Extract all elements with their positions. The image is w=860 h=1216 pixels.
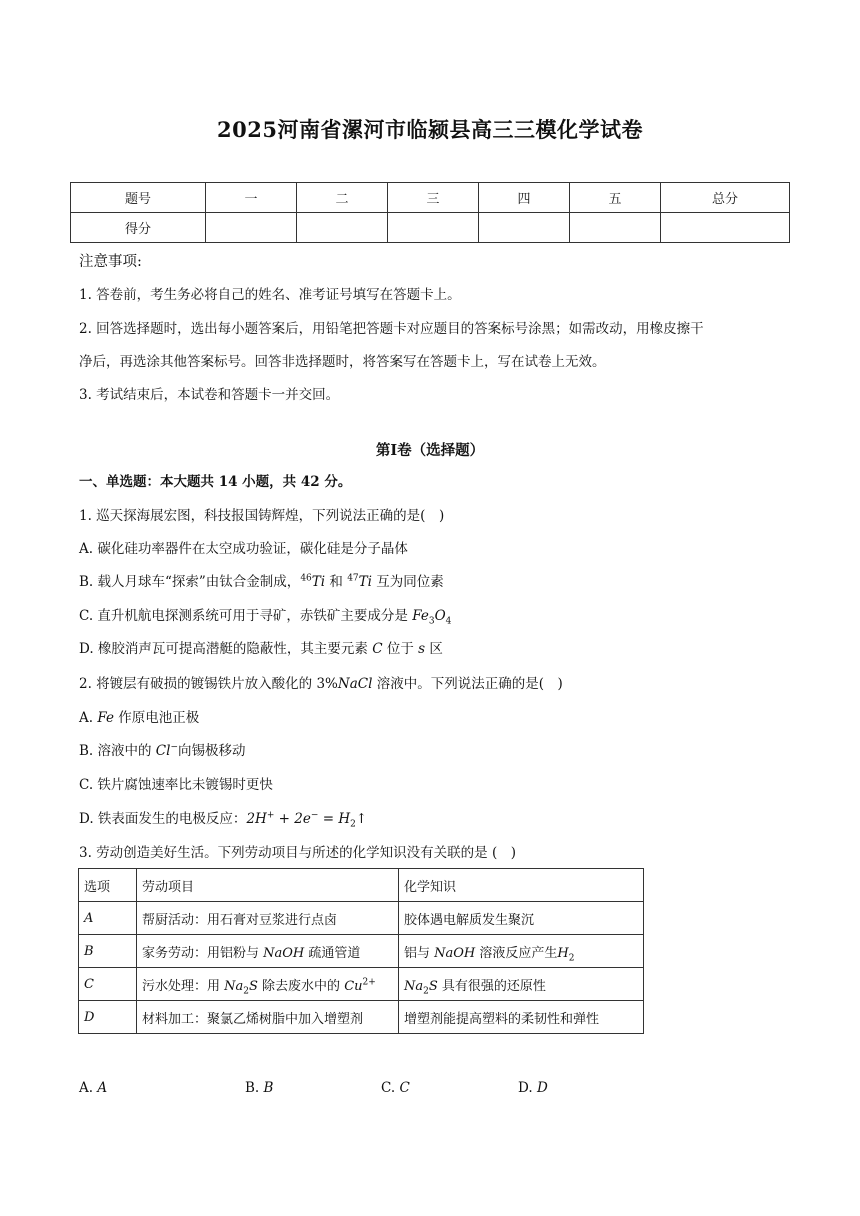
q1-c-o: O xyxy=(434,608,446,624)
score-cell-5: 五 xyxy=(570,183,661,213)
q1-d-pre: D. 橡胶消声瓦可提高潜艇的隐蔽性，其主要元素 xyxy=(79,641,373,657)
q2-a-post: 作原电池正极 xyxy=(113,710,200,726)
q3-c-item-s: S xyxy=(249,978,258,994)
q3-table-header xyxy=(79,869,644,902)
q3-row-b-item xyxy=(137,935,399,968)
q3-row-b-opt: B xyxy=(79,935,137,968)
q3-row-d-item: 材料加工：聚氯乙烯树脂中加入增塑剂 xyxy=(137,1001,399,1034)
q3-c-know-s: S xyxy=(428,978,438,994)
score-cell-4: 四 xyxy=(479,183,570,213)
q3-row-b-know xyxy=(399,935,644,968)
q1-stem: 1. 巡天探海展宏图，科技报国铸辉煌，下列说法正确的是( ) xyxy=(79,508,445,524)
q3-c-item-charge: 2+ xyxy=(362,977,376,988)
q2-a-formula: Fe xyxy=(97,710,114,726)
q1-option-b xyxy=(79,573,444,591)
q1-b-mass1: 46 xyxy=(300,573,312,584)
q3-answer-d-value: D xyxy=(536,1080,548,1096)
q2-stem-formula: NaCl xyxy=(337,676,373,692)
q3-answer-c-label: C. xyxy=(381,1080,400,1096)
q3-answer-c-value: C xyxy=(399,1080,410,1096)
q3-row-b xyxy=(79,935,644,968)
q1-d-post: 区 xyxy=(425,641,443,657)
q3-answer-d[interactable] xyxy=(518,1080,548,1096)
q3-row-d-know: 增塑剂能提高塑料的柔韧性和弹性 xyxy=(399,1001,644,1034)
page-title: 2025河南省漯河市临颍县高三三模化学试卷 xyxy=(217,117,643,142)
q3-b-know-h: H xyxy=(557,945,569,961)
q3-c-item-na: Na xyxy=(224,978,244,994)
q1-b-element2: Ti xyxy=(358,574,372,590)
q1-c-pre: C. 直升机航电探测系统可用于寻矿，赤铁矿主要成分是 xyxy=(79,608,413,624)
q1-option-a: A. 碳化硅功率器件在太空成功验证，碳化硅是分子晶体 xyxy=(79,541,408,557)
q3-c-know-post: 具有很强的还原性 xyxy=(437,978,546,994)
q3-row-c-item xyxy=(137,968,399,1001)
q2-d-gas-arrow: ↑ xyxy=(355,811,368,827)
score-table-score-row xyxy=(71,213,790,243)
q2-stem-post: 溶液中。下列说法正确的是( ) xyxy=(372,676,563,692)
q1-d-element: C xyxy=(372,641,383,657)
q3-b-know-pre: 铝与 xyxy=(404,945,435,961)
q3-row-c-know xyxy=(399,968,644,1001)
q1-d-mid: 位于 xyxy=(382,641,419,657)
q1-b-and: 和 xyxy=(325,574,348,590)
section-title: 第Ⅰ卷（选择题） xyxy=(375,442,485,459)
q2-d-plus: + xyxy=(274,811,295,827)
q1-c-fe: Fe xyxy=(412,608,429,624)
score-cell-1: 一 xyxy=(206,183,297,213)
q3-row-d-opt: D xyxy=(79,1001,137,1034)
q2-b-pre: B. 溶液中的 xyxy=(79,743,156,759)
score-cell-2: 二 xyxy=(297,183,388,213)
q2-option-b xyxy=(79,742,246,760)
q3-b-know-sub: 2 xyxy=(568,953,575,964)
q3-answer-c[interactable] xyxy=(381,1080,410,1096)
q2-d-charge2: − xyxy=(310,810,319,821)
q3-answer-a-value: A xyxy=(97,1080,108,1096)
q3-table xyxy=(78,868,644,1034)
q1-d-block: s xyxy=(418,641,426,657)
q2-d-charge1: + xyxy=(266,810,275,821)
q3-answer-a-label: A. xyxy=(79,1080,98,1096)
notice-item-3: 3. 考试结束后，本试卷和答题卡一并交回。 xyxy=(79,387,340,403)
q1-b-mass2: 47 xyxy=(347,573,359,584)
q3-answer-d-label: D. xyxy=(518,1080,537,1096)
score-table xyxy=(70,182,790,243)
q3-c-item-pre: 污水处理：用 xyxy=(142,978,225,994)
score-input-4[interactable] xyxy=(479,213,570,243)
notice-heading xyxy=(79,253,142,271)
q2-d-h2: H xyxy=(338,811,351,827)
q1-option-d xyxy=(79,640,443,658)
score-input-5[interactable] xyxy=(570,213,661,243)
q3-row-a-opt: A xyxy=(79,902,137,935)
q2-d-equals: = xyxy=(318,811,339,827)
score-cell-label: 题号 xyxy=(71,183,206,213)
q2-d-sub: 2 xyxy=(350,819,356,830)
q3-c-know-sub: 2 xyxy=(423,986,429,997)
q2-b-charge: − xyxy=(170,742,178,753)
q3-b-know-mid: 溶液反应产生 xyxy=(475,945,558,961)
q2-d-pre: D. 铁表面发生的电极反应： xyxy=(79,811,247,827)
q3-row-d xyxy=(79,1001,644,1034)
q3-c-know-na: Na xyxy=(404,978,424,994)
q1-b-pre: B. 载人月球车“探索”由钛合金制成， xyxy=(79,574,301,590)
score-row-label: 得分 xyxy=(71,213,206,243)
q3-b-know-formula: NaOH xyxy=(434,945,476,961)
score-input-3[interactable] xyxy=(388,213,479,243)
q3-row-c xyxy=(79,968,644,1001)
q3-c-item-sub: 2 xyxy=(243,986,250,997)
q3-header-item: 劳动项目 xyxy=(137,869,399,902)
q2-b-formula: Cl xyxy=(155,743,171,759)
score-input-1[interactable] xyxy=(206,213,297,243)
q3-answer-b-value: B xyxy=(263,1080,274,1096)
q2-b-post: 向锡极移动 xyxy=(178,743,246,759)
score-input-2[interactable] xyxy=(297,213,388,243)
score-cell-3: 三 xyxy=(388,183,479,213)
q2-option-d xyxy=(79,810,367,828)
q2-stem xyxy=(79,675,563,693)
q3-row-a-know: 胶体遇电解质发生聚沉 xyxy=(399,902,644,935)
q3-answer-b[interactable] xyxy=(245,1080,273,1096)
q2-option-a xyxy=(79,709,199,727)
q3-b-item-formula: NaOH xyxy=(263,945,305,961)
q3-row-a-item: 帮厨活动：用石膏对豆浆进行点卤 xyxy=(137,902,399,935)
q2-d-h-plus: 2H xyxy=(246,811,267,827)
q3-header-knowledge: 化学知识 xyxy=(399,869,644,902)
score-input-total[interactable] xyxy=(661,213,790,243)
q3-c-item-mid: 除去废水中的 xyxy=(257,978,345,994)
q3-answer-b-label: B. xyxy=(245,1080,264,1096)
notice-heading-colon: : xyxy=(137,254,142,270)
score-table-header-row xyxy=(71,183,790,213)
q2-option-c: C. 铁片腐蚀速率比未镀锡时更快 xyxy=(79,777,273,793)
q1-b-element1: Ti xyxy=(311,574,326,590)
part1-heading: 一、单选题：本大题共 14 小题，共 42 分。 xyxy=(79,474,352,490)
q2-a-pre: A. xyxy=(79,710,98,726)
q3-c-item-cu: Cu xyxy=(344,978,363,994)
notice-item-2: 2. 回答选择题时，选出每小题答案后，用铅笔把答题卡对应题目的答案标号涂黑；如需改动，用橡皮擦干 xyxy=(79,321,704,337)
q3-stem: 3. 劳动创造美好生活。下列劳动项目与所述的化学知识没有关联的是 ( ) xyxy=(79,845,516,861)
q3-row-c-opt: C xyxy=(79,968,137,1001)
q1-c-sub1: 3 xyxy=(428,616,435,627)
notice-heading-text: 注意事项 xyxy=(79,254,137,270)
q3-row-a xyxy=(79,902,644,935)
q1-b-post: 互为同位素 xyxy=(371,574,444,590)
q3-answer-a[interactable] xyxy=(79,1080,107,1096)
q3-b-item-post: 疏通管道 xyxy=(304,945,361,961)
q2-stem-pre: 2. 将镀层有破损的镀锡铁片放入酸化的 3% xyxy=(79,676,338,692)
q1-option-c xyxy=(79,607,451,625)
notice-item-2-cont: 净后，再选涂其他答案标号。回答非选择题时，将答案写在答题卡上，写在试卷上无效。 xyxy=(79,354,606,370)
q2-d-electron: 2e xyxy=(294,811,311,827)
q3-b-item-pre: 家务劳动：用铝粉与 xyxy=(142,945,264,961)
q3-header-option: 选项 xyxy=(79,869,137,902)
q1-c-sub2: 4 xyxy=(445,616,452,627)
notice-item-1: 1. 答卷前，考生务必将自己的姓名、准考证号填写在答题卡上。 xyxy=(79,287,461,303)
score-cell-total: 总分 xyxy=(661,183,790,213)
